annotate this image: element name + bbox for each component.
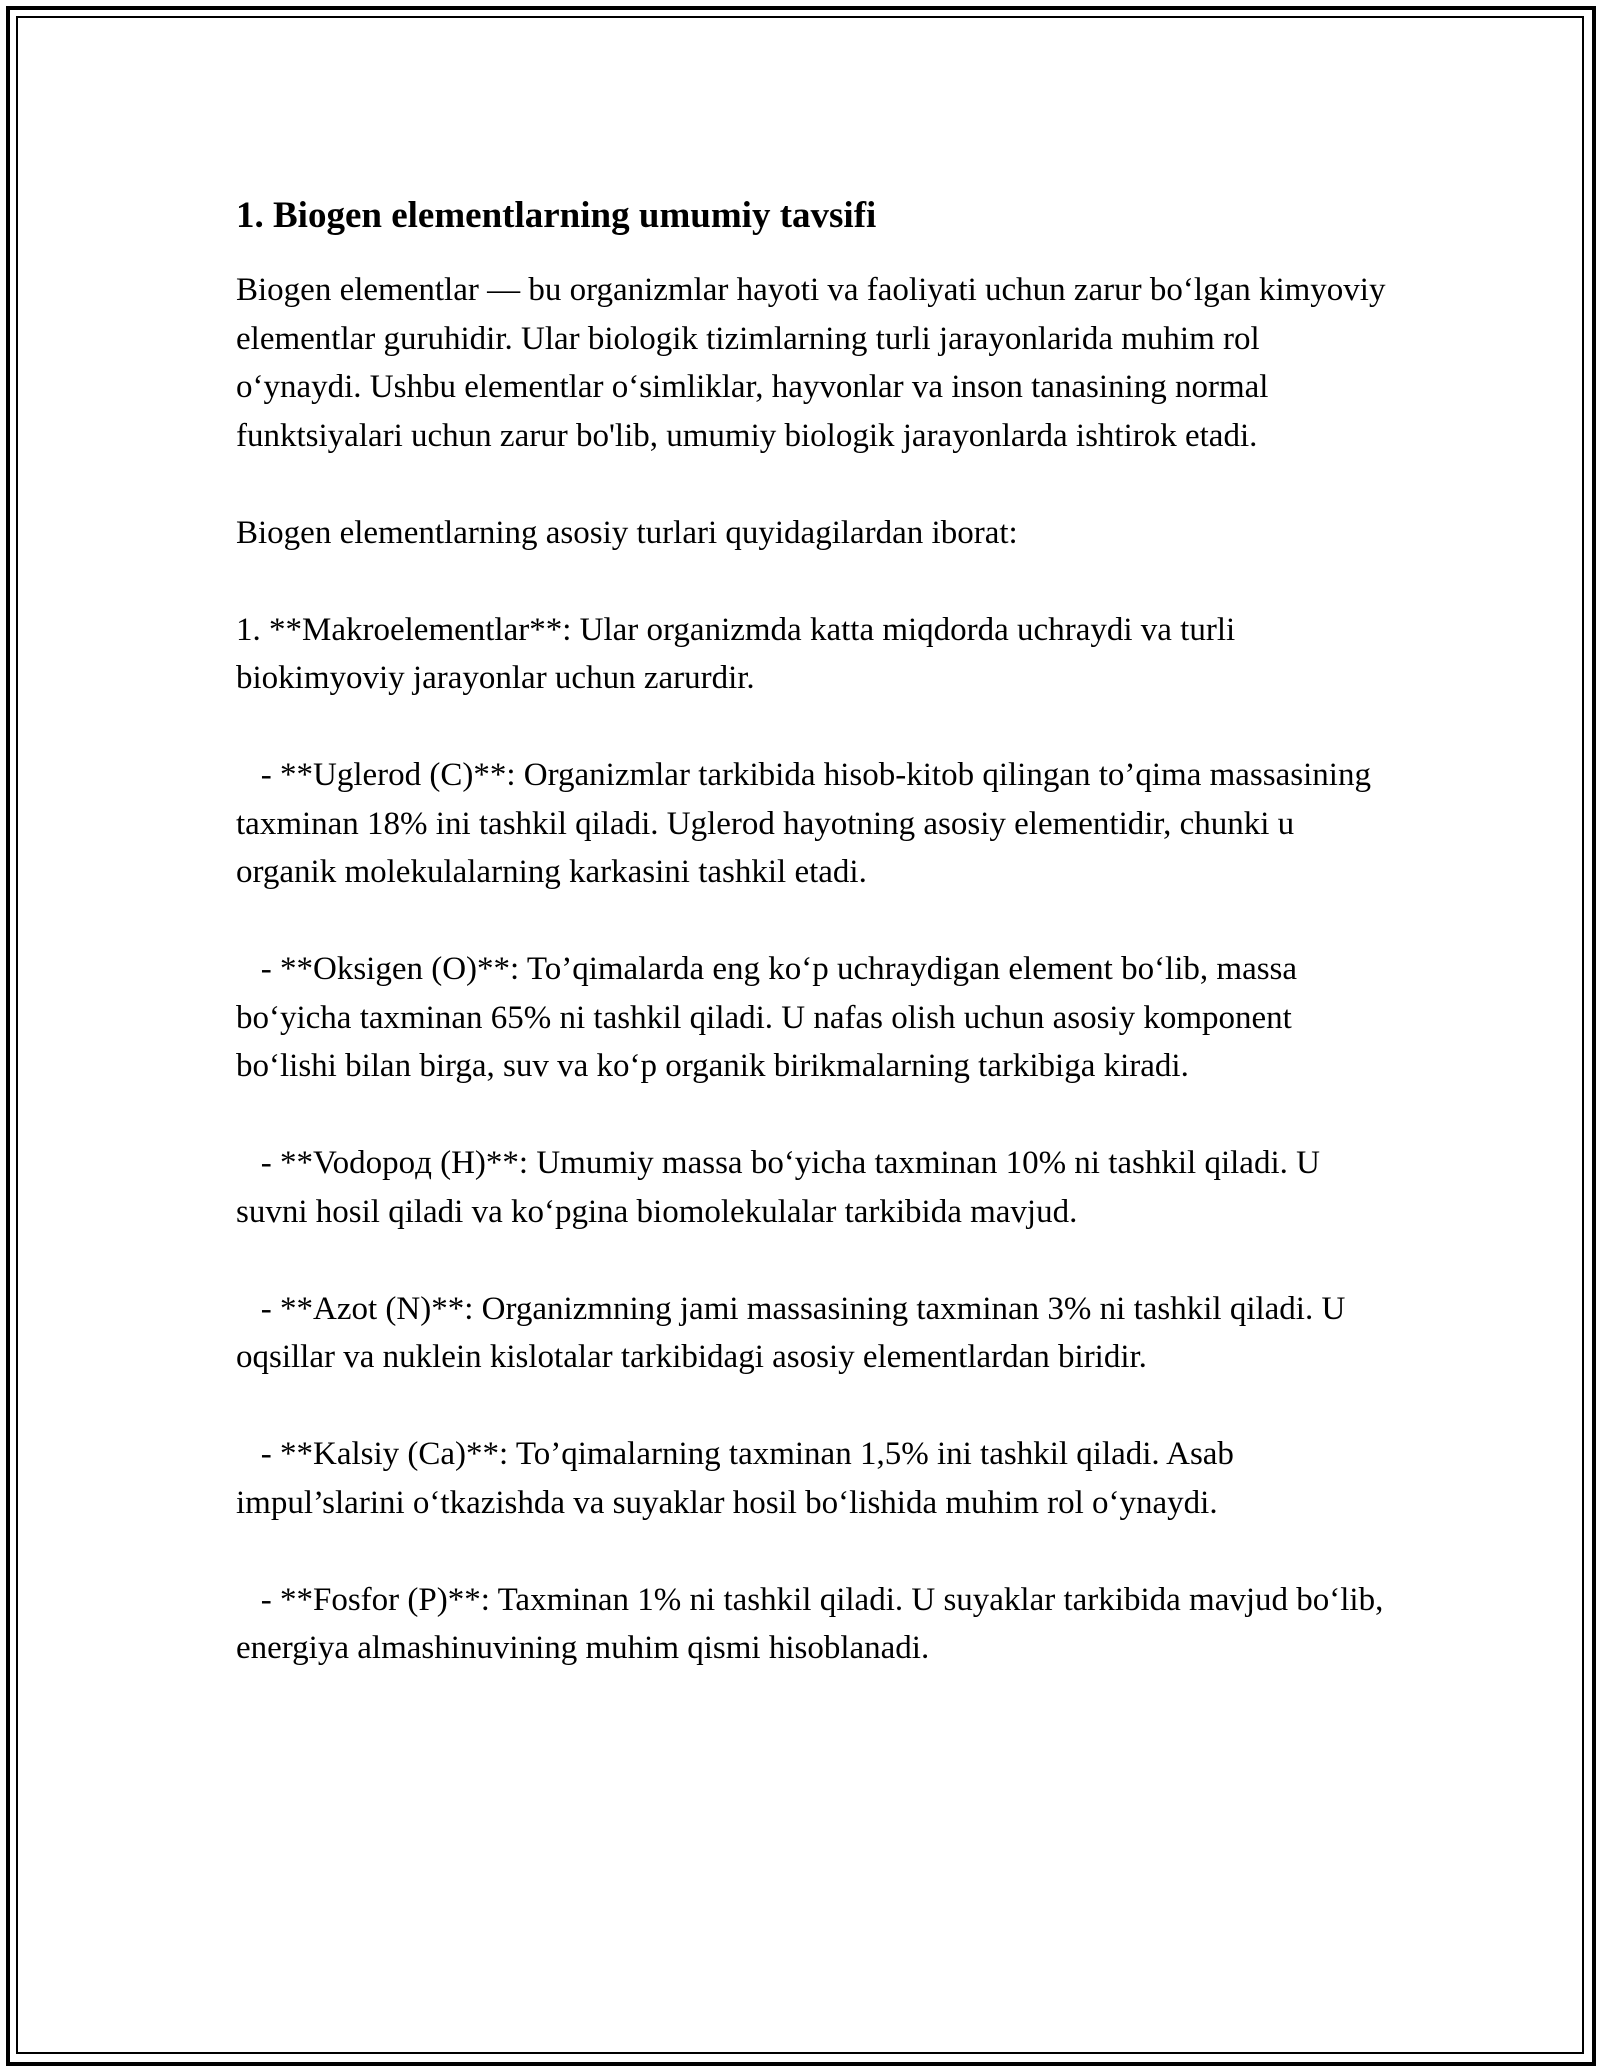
paragraph-gap (236, 897, 1386, 946)
paragraph-gap (236, 1236, 1386, 1285)
element-item-hydrogen: - **Vodopoд (H)**: Umumiy massa bo‘yicha taxminan 10% ni tashkil qiladi. U suvni hosil qiladi va ko‘pgina biomolekulalar tarkibida mavjud. (236, 1145, 1329, 1230)
paragraph-gap (236, 460, 1386, 509)
paragraph-gap (236, 1091, 1386, 1140)
element-item-nitrogen: - **Azot (N)**: Organizmning jami massasining taxminan 3% ni tashkil qiladi. U oqsillar va nuklein kislotalar tarkibidagi asosiy elementlardan biridir. (236, 1290, 1354, 1375)
paragraph-gap (236, 1527, 1386, 1576)
element-item-phosphorus: - **Fosfor (P)**: Taxminan 1% ni tashkil qiladi. U suyaklar tarkibida mavjud bo‘lib, energiya almashinuvining muhim qismi hisoblanadi. (236, 1581, 1392, 1666)
paragraph-gap (236, 703, 1386, 752)
paragraph-gap (236, 1382, 1386, 1431)
document-body (236, 186, 1394, 1673)
macroelements-paragraph: 1. **Makroelementlar**: Ular organizmda katta miqdorda uchraydi va turli biokimyoviy jarayonlar uchun zarurdir. (236, 611, 1244, 696)
types-intro-paragraph: Biogen elementlarning asosiy turlari quyidagilardan iborat: (236, 514, 1018, 551)
section-heading: 1. Biogen elementlarning umumiy tavsifi (236, 195, 877, 236)
element-item-calcium: - **Kalsiy (Ca)**: To’qimalarning taxminan 1,5% ini tashkil qiladi. Asab impul’slarini o‘tkazishda va suyaklar hosil bo‘lishida muhim rol o‘ynaydi. (236, 1436, 1243, 1521)
paragraph-gap (236, 557, 1386, 606)
element-item-carbon: - **Uglerod (C)**: Organizmlar tarkibida hisob-kitob qilingan to’qima massasining taxminan 18% ini tashkil qiladi. Uglerod hayotning asosiy elementidir, chunki u organik molekulalarning karkasini tashkil etadi. (236, 757, 1380, 890)
element-item-oxygen: - **Oksigen (O)**: To’qimalarda eng ko‘p uchraydigan element bo‘lib, massa bo‘yicha taxminan 65% ni tashkil qiladi. U nafas olish uchun asosiy komponent bo‘lishi bilan birga, suv va ko‘p organik birikmalarning tarkibiga kiradi. (236, 951, 1306, 1084)
intro-paragraph: Biogen elementlar — bu organizmlar hayoti va faoliyati uchun zarur bo‘lgan kimyoviy elementlar guruhidir. Ular biologik tizimlarning turli jarayonlarida muhim rol o‘ynaydi. Ushbu elementlar o‘simliklar, hayvonlar va inson tanasining normal funktsiyalari uchun zarur bo'lib, umumiy biologik jarayonlarda ishtirok etadi. (236, 272, 1394, 454)
